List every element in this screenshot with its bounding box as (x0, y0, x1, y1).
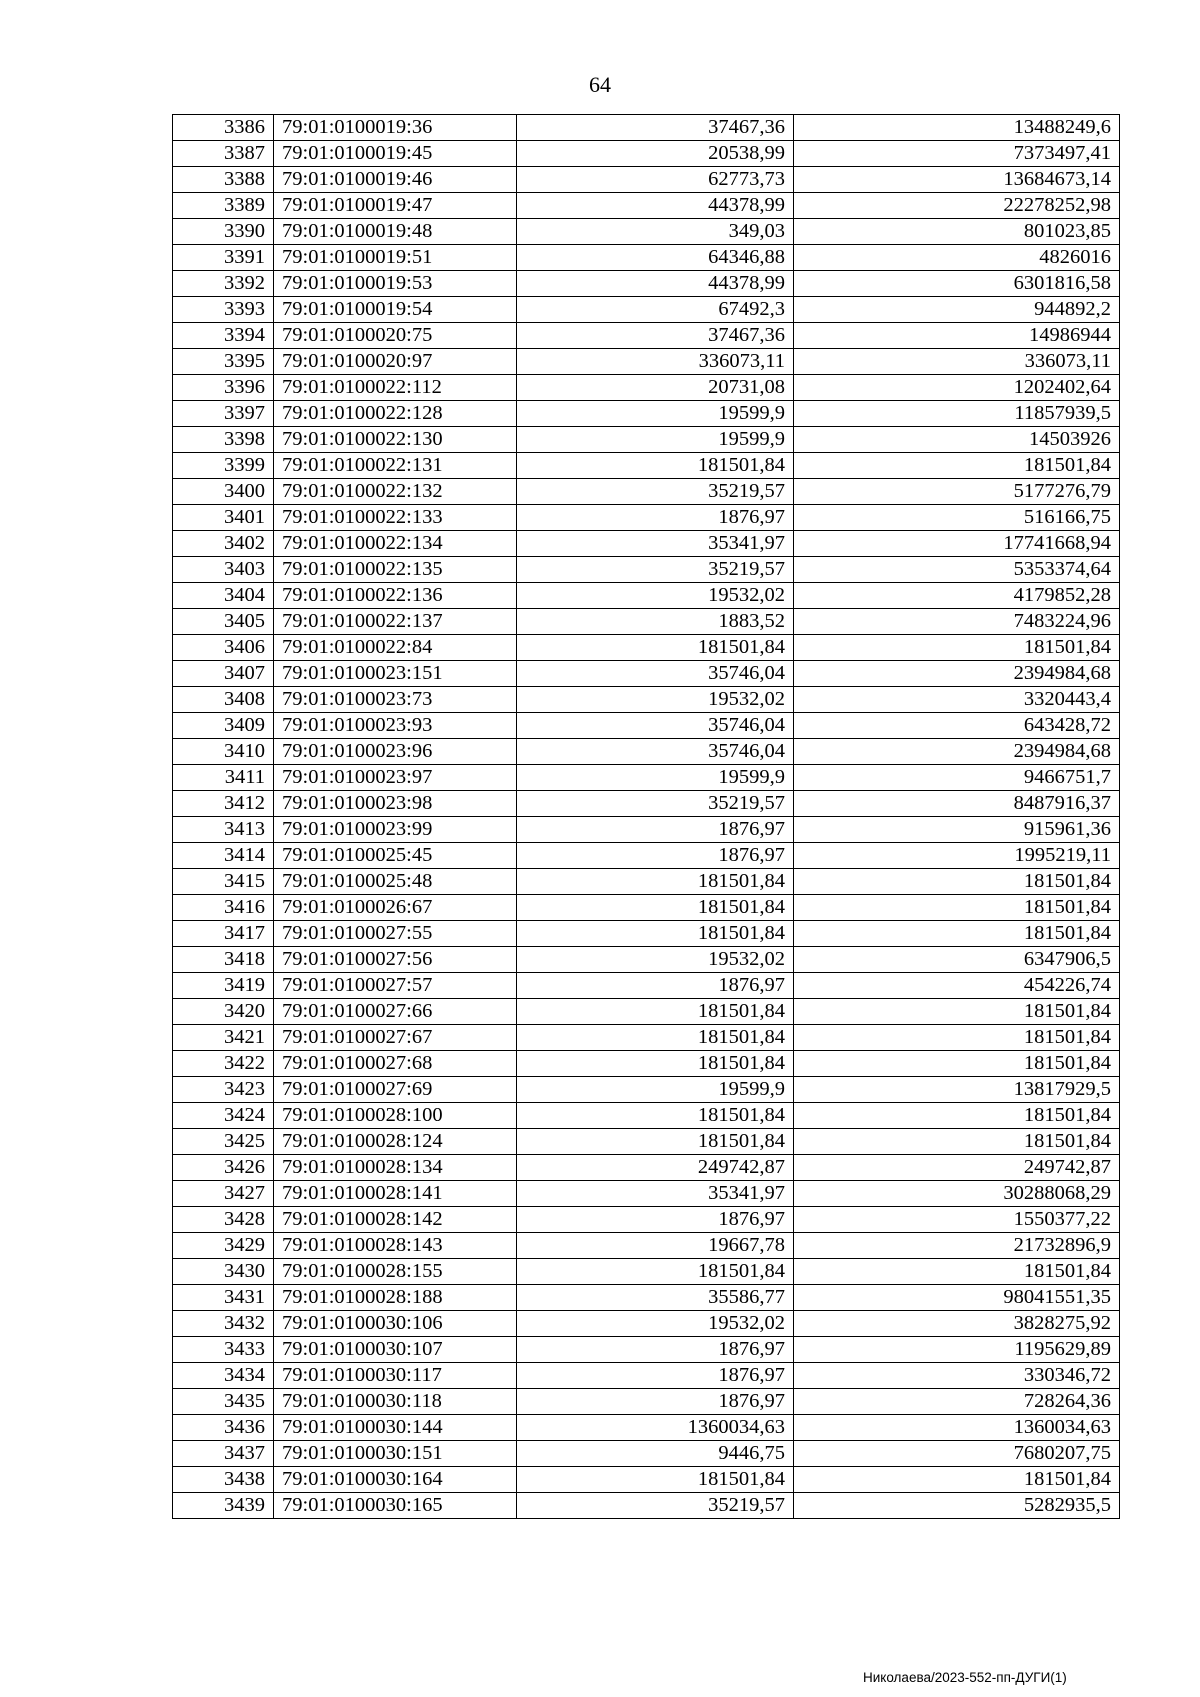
cadastral-number-cell: 79:01:0100030:118 (274, 1389, 517, 1415)
cadastral-number-cell: 79:01:0100022:131 (274, 453, 517, 479)
value-cell: 1876,97 (517, 1363, 794, 1389)
row-number-cell: 3398 (173, 427, 274, 453)
value-cell: 181501,84 (517, 1467, 794, 1493)
table-row (173, 1051, 1120, 1077)
value-cell: 37467,36 (517, 115, 794, 141)
cadastral-number-cell: 79:01:0100019:46 (274, 167, 517, 193)
cadastral-number-cell: 79:01:0100022:137 (274, 609, 517, 635)
value-cell: 35219,57 (517, 1493, 794, 1519)
row-number-cell: 3408 (173, 687, 274, 713)
total-value-cell: 1995219,11 (794, 843, 1120, 869)
value-cell: 19532,02 (517, 947, 794, 973)
value-cell: 181501,84 (517, 1025, 794, 1051)
row-number-cell: 3438 (173, 1467, 274, 1493)
table-row (173, 1311, 1120, 1337)
total-value-cell: 643428,72 (794, 713, 1120, 739)
total-value-cell: 21732896,9 (794, 1233, 1120, 1259)
page-number: 64 (589, 72, 611, 97)
row-number-cell: 3397 (173, 401, 274, 427)
table-row (173, 479, 1120, 505)
row-number-cell: 3433 (173, 1337, 274, 1363)
table-row (173, 817, 1120, 843)
cadastral-number-cell: 79:01:0100022:128 (274, 401, 517, 427)
row-number-cell: 3435 (173, 1389, 274, 1415)
table-row (173, 843, 1120, 869)
table-row (173, 1285, 1120, 1311)
total-value-cell: 13684673,14 (794, 167, 1120, 193)
value-cell: 181501,84 (517, 869, 794, 895)
row-number-cell: 3396 (173, 375, 274, 401)
row-number-cell: 3431 (173, 1285, 274, 1311)
total-value-cell: 9466751,7 (794, 765, 1120, 791)
total-value-cell: 5282935,5 (794, 1493, 1120, 1519)
row-number-cell: 3429 (173, 1233, 274, 1259)
table-row (173, 193, 1120, 219)
row-number-cell: 3428 (173, 1207, 274, 1233)
table-row (173, 1363, 1120, 1389)
cadastral-number-cell: 79:01:0100030:144 (274, 1415, 517, 1441)
row-number-cell: 3410 (173, 739, 274, 765)
value-cell: 181501,84 (517, 1129, 794, 1155)
total-value-cell: 801023,85 (794, 219, 1120, 245)
table-row (173, 427, 1120, 453)
total-value-cell: 22278252,98 (794, 193, 1120, 219)
value-cell: 64346,88 (517, 245, 794, 271)
row-number-cell: 3434 (173, 1363, 274, 1389)
value-cell: 19599,9 (517, 765, 794, 791)
value-cell: 35586,77 (517, 1285, 794, 1311)
table-row (173, 791, 1120, 817)
value-cell: 181501,84 (517, 999, 794, 1025)
row-number-cell: 3401 (173, 505, 274, 531)
cadastral-number-cell: 79:01:0100019:54 (274, 297, 517, 323)
table-row (173, 245, 1120, 271)
table-row (173, 141, 1120, 167)
table-row (173, 687, 1120, 713)
cadastral-number-cell: 79:01:0100023:151 (274, 661, 517, 687)
table-row (173, 1155, 1120, 1181)
table-row (173, 375, 1120, 401)
value-cell: 336073,11 (517, 349, 794, 375)
cadastral-number-cell: 79:01:0100026:67 (274, 895, 517, 921)
total-value-cell: 30288068,29 (794, 1181, 1120, 1207)
value-cell: 1876,97 (517, 973, 794, 999)
value-cell: 62773,73 (517, 167, 794, 193)
value-cell: 19599,9 (517, 401, 794, 427)
table-row (173, 115, 1120, 141)
table-row (173, 453, 1120, 479)
total-value-cell: 13488249,6 (794, 115, 1120, 141)
cadastral-number-cell: 79:01:0100028:134 (274, 1155, 517, 1181)
table-row (173, 1259, 1120, 1285)
total-value-cell: 249742,87 (794, 1155, 1120, 1181)
total-value-cell: 181501,84 (794, 999, 1120, 1025)
row-number-cell: 3439 (173, 1493, 274, 1519)
row-number-cell: 3413 (173, 817, 274, 843)
cadastral-number-cell: 79:01:0100022:132 (274, 479, 517, 505)
total-value-cell: 181501,84 (794, 1051, 1120, 1077)
value-cell: 19667,78 (517, 1233, 794, 1259)
table-row (173, 947, 1120, 973)
row-number-cell: 3390 (173, 219, 274, 245)
row-number-cell: 3412 (173, 791, 274, 817)
value-cell: 181501,84 (517, 1051, 794, 1077)
table-row (173, 869, 1120, 895)
total-value-cell: 181501,84 (794, 1025, 1120, 1051)
value-cell: 44378,99 (517, 193, 794, 219)
total-value-cell: 4826016 (794, 245, 1120, 271)
cadastral-number-cell: 79:01:0100019:53 (274, 271, 517, 297)
total-value-cell: 7483224,96 (794, 609, 1120, 635)
row-number-cell: 3407 (173, 661, 274, 687)
cadastral-number-cell: 79:01:0100028:100 (274, 1103, 517, 1129)
table-row (173, 1493, 1120, 1519)
cadastral-number-cell: 79:01:0100019:48 (274, 219, 517, 245)
row-number-cell: 3419 (173, 973, 274, 999)
cadastral-number-cell: 79:01:0100022:130 (274, 427, 517, 453)
value-cell: 181501,84 (517, 453, 794, 479)
table-row (173, 609, 1120, 635)
table-row (173, 219, 1120, 245)
table-row (173, 1129, 1120, 1155)
table-row (173, 505, 1120, 531)
value-cell: 249742,87 (517, 1155, 794, 1181)
total-value-cell: 14503926 (794, 427, 1120, 453)
table-row (173, 557, 1120, 583)
row-number-cell: 3394 (173, 323, 274, 349)
value-cell: 1876,97 (517, 1337, 794, 1363)
cadastral-number-cell: 79:01:0100023:96 (274, 739, 517, 765)
cadastral-number-cell: 79:01:0100030:165 (274, 1493, 517, 1519)
total-value-cell: 6347906,5 (794, 947, 1120, 973)
value-cell: 35746,04 (517, 713, 794, 739)
row-number-cell: 3418 (173, 947, 274, 973)
value-cell: 35341,97 (517, 1181, 794, 1207)
table-row (173, 349, 1120, 375)
row-number-cell: 3406 (173, 635, 274, 661)
cadastral-table (172, 114, 1120, 1519)
row-number-cell: 3391 (173, 245, 274, 271)
cadastral-number-cell: 79:01:0100028:188 (274, 1285, 517, 1311)
cadastral-number-cell: 79:01:0100022:135 (274, 557, 517, 583)
table-body (173, 115, 1120, 1519)
row-number-cell: 3389 (173, 193, 274, 219)
cadastral-number-cell: 79:01:0100023:93 (274, 713, 517, 739)
total-value-cell: 336073,11 (794, 349, 1120, 375)
value-cell: 35219,57 (517, 791, 794, 817)
cadastral-number-cell: 79:01:0100022:134 (274, 531, 517, 557)
table-row (173, 323, 1120, 349)
cadastral-number-cell: 79:01:0100023:73 (274, 687, 517, 713)
cadastral-number-cell: 79:01:0100019:51 (274, 245, 517, 271)
table-row (173, 921, 1120, 947)
cadastral-number-cell: 79:01:0100023:99 (274, 817, 517, 843)
table-row (173, 1103, 1120, 1129)
table-row (173, 1467, 1120, 1493)
total-value-cell: 181501,84 (794, 1467, 1120, 1493)
cadastral-number-cell: 79:01:0100023:97 (274, 765, 517, 791)
row-number-cell: 3386 (173, 115, 274, 141)
cadastral-number-cell: 79:01:0100022:84 (274, 635, 517, 661)
cadastral-number-cell: 79:01:0100028:155 (274, 1259, 517, 1285)
value-cell: 20538,99 (517, 141, 794, 167)
value-cell: 35746,04 (517, 739, 794, 765)
row-number-cell: 3427 (173, 1181, 274, 1207)
row-number-cell: 3399 (173, 453, 274, 479)
table-row (173, 999, 1120, 1025)
row-number-cell: 3392 (173, 271, 274, 297)
table-row (173, 531, 1120, 557)
table-row (173, 1441, 1120, 1467)
table-row (173, 1415, 1120, 1441)
total-value-cell: 181501,84 (794, 1259, 1120, 1285)
row-number-cell: 3393 (173, 297, 274, 323)
cadastral-number-cell: 79:01:0100027:68 (274, 1051, 517, 1077)
total-value-cell: 7373497,41 (794, 141, 1120, 167)
total-value-cell: 944892,2 (794, 297, 1120, 323)
total-value-cell: 5177276,79 (794, 479, 1120, 505)
row-number-cell: 3405 (173, 609, 274, 635)
value-cell: 19599,9 (517, 427, 794, 453)
table-row (173, 765, 1120, 791)
row-number-cell: 3424 (173, 1103, 274, 1129)
total-value-cell: 17741668,94 (794, 531, 1120, 557)
cadastral-number-cell: 79:01:0100022:112 (274, 375, 517, 401)
total-value-cell: 1550377,22 (794, 1207, 1120, 1233)
value-cell: 19532,02 (517, 687, 794, 713)
cadastral-number-cell: 79:01:0100030:151 (274, 1441, 517, 1467)
row-number-cell: 3400 (173, 479, 274, 505)
total-value-cell: 8487916,37 (794, 791, 1120, 817)
value-cell: 9446,75 (517, 1441, 794, 1467)
row-number-cell: 3387 (173, 141, 274, 167)
cadastral-number-cell: 79:01:0100019:45 (274, 141, 517, 167)
cadastral-number-cell: 79:01:0100020:97 (274, 349, 517, 375)
table-row (173, 635, 1120, 661)
total-value-cell: 330346,72 (794, 1363, 1120, 1389)
value-cell: 181501,84 (517, 1103, 794, 1129)
total-value-cell: 11857939,5 (794, 401, 1120, 427)
cadastral-number-cell: 79:01:0100030:164 (274, 1467, 517, 1493)
value-cell: 181501,84 (517, 895, 794, 921)
table-row (173, 1233, 1120, 1259)
cadastral-number-cell: 79:01:0100030:117 (274, 1363, 517, 1389)
total-value-cell: 13817929,5 (794, 1077, 1120, 1103)
total-value-cell: 4179852,28 (794, 583, 1120, 609)
value-cell: 37467,36 (517, 323, 794, 349)
total-value-cell: 14986944 (794, 323, 1120, 349)
total-value-cell: 2394984,68 (794, 661, 1120, 687)
value-cell: 1876,97 (517, 1207, 794, 1233)
cadastral-number-cell: 79:01:0100022:136 (274, 583, 517, 609)
table-row (173, 1389, 1120, 1415)
table-row (173, 401, 1120, 427)
total-value-cell: 181501,84 (794, 1129, 1120, 1155)
total-value-cell: 181501,84 (794, 1103, 1120, 1129)
value-cell: 44378,99 (517, 271, 794, 297)
cadastral-number-cell: 79:01:0100027:55 (274, 921, 517, 947)
total-value-cell: 7680207,75 (794, 1441, 1120, 1467)
total-value-cell: 454226,74 (794, 973, 1120, 999)
table-row (173, 713, 1120, 739)
value-cell: 19532,02 (517, 583, 794, 609)
value-cell: 1876,97 (517, 817, 794, 843)
row-number-cell: 3437 (173, 1441, 274, 1467)
row-number-cell: 3414 (173, 843, 274, 869)
row-number-cell: 3432 (173, 1311, 274, 1337)
value-cell: 181501,84 (517, 635, 794, 661)
cadastral-number-cell: 79:01:0100027:69 (274, 1077, 517, 1103)
table-row (173, 583, 1120, 609)
cadastral-number-cell: 79:01:0100027:66 (274, 999, 517, 1025)
value-cell: 35341,97 (517, 531, 794, 557)
value-cell: 20731,08 (517, 375, 794, 401)
table-row (173, 1025, 1120, 1051)
total-value-cell: 5353374,64 (794, 557, 1120, 583)
table-row (173, 1181, 1120, 1207)
cadastral-number-cell: 79:01:0100025:45 (274, 843, 517, 869)
row-number-cell: 3411 (173, 765, 274, 791)
cadastral-number-cell: 79:01:0100019:36 (274, 115, 517, 141)
table-row (173, 973, 1120, 999)
row-number-cell: 3420 (173, 999, 274, 1025)
value-cell: 19532,02 (517, 1311, 794, 1337)
row-number-cell: 3421 (173, 1025, 274, 1051)
cadastral-number-cell: 79:01:0100028:124 (274, 1129, 517, 1155)
cadastral-number-cell: 79:01:0100030:106 (274, 1311, 517, 1337)
cadastral-number-cell: 79:01:0100028:142 (274, 1207, 517, 1233)
row-number-cell: 3395 (173, 349, 274, 375)
total-value-cell: 728264,36 (794, 1389, 1120, 1415)
total-value-cell: 6301816,58 (794, 271, 1120, 297)
cadastral-number-cell: 79:01:0100027:57 (274, 973, 517, 999)
row-number-cell: 3402 (173, 531, 274, 557)
table-row (173, 739, 1120, 765)
cadastral-number-cell: 79:01:0100019:47 (274, 193, 517, 219)
table-row (173, 297, 1120, 323)
total-value-cell: 181501,84 (794, 453, 1120, 479)
total-value-cell: 181501,84 (794, 869, 1120, 895)
total-value-cell: 1202402,64 (794, 375, 1120, 401)
row-number-cell: 3426 (173, 1155, 274, 1181)
table-row (173, 271, 1120, 297)
row-number-cell: 3415 (173, 869, 274, 895)
cadastral-number-cell: 79:01:0100022:133 (274, 505, 517, 531)
footer-document-reference: Николаева/2023-552-пп-ДУГИ(1) (863, 1670, 1067, 1685)
value-cell: 1876,97 (517, 505, 794, 531)
row-number-cell: 3404 (173, 583, 274, 609)
row-number-cell: 3403 (173, 557, 274, 583)
row-number-cell: 3417 (173, 921, 274, 947)
row-number-cell: 3423 (173, 1077, 274, 1103)
row-number-cell: 3425 (173, 1129, 274, 1155)
value-cell: 1876,97 (517, 1389, 794, 1415)
table-row (173, 1337, 1120, 1363)
total-value-cell: 181501,84 (794, 895, 1120, 921)
total-value-cell: 2394984,68 (794, 739, 1120, 765)
cadastral-number-cell: 79:01:0100030:107 (274, 1337, 517, 1363)
total-value-cell: 3320443,4 (794, 687, 1120, 713)
cadastral-number-cell: 79:01:0100023:98 (274, 791, 517, 817)
value-cell: 35219,57 (517, 557, 794, 583)
cadastral-number-cell: 79:01:0100028:141 (274, 1181, 517, 1207)
cadastral-number-cell: 79:01:0100027:56 (274, 947, 517, 973)
row-number-cell: 3436 (173, 1415, 274, 1441)
row-number-cell: 3422 (173, 1051, 274, 1077)
table-row (173, 1207, 1120, 1233)
total-value-cell: 98041551,35 (794, 1285, 1120, 1311)
table-row (173, 895, 1120, 921)
row-number-cell: 3416 (173, 895, 274, 921)
total-value-cell: 181501,84 (794, 635, 1120, 661)
value-cell: 181501,84 (517, 921, 794, 947)
row-number-cell: 3388 (173, 167, 274, 193)
value-cell: 35746,04 (517, 661, 794, 687)
cadastral-number-cell: 79:01:0100020:75 (274, 323, 517, 349)
value-cell: 1876,97 (517, 843, 794, 869)
cadastral-number-cell: 79:01:0100027:67 (274, 1025, 517, 1051)
cadastral-number-cell: 79:01:0100025:48 (274, 869, 517, 895)
value-cell: 349,03 (517, 219, 794, 245)
total-value-cell: 915961,36 (794, 817, 1120, 843)
value-cell: 35219,57 (517, 479, 794, 505)
cadastral-number-cell: 79:01:0100028:143 (274, 1233, 517, 1259)
total-value-cell: 3828275,92 (794, 1311, 1120, 1337)
total-value-cell: 181501,84 (794, 921, 1120, 947)
row-number-cell: 3409 (173, 713, 274, 739)
table-row (173, 167, 1120, 193)
value-cell: 1883,52 (517, 609, 794, 635)
value-cell: 19599,9 (517, 1077, 794, 1103)
total-value-cell: 1360034,63 (794, 1415, 1120, 1441)
row-number-cell: 3430 (173, 1259, 274, 1285)
value-cell: 1360034,63 (517, 1415, 794, 1441)
table-row (173, 661, 1120, 687)
table-row (173, 1077, 1120, 1103)
total-value-cell: 516166,75 (794, 505, 1120, 531)
value-cell: 181501,84 (517, 1259, 794, 1285)
value-cell: 67492,3 (517, 297, 794, 323)
total-value-cell: 1195629,89 (794, 1337, 1120, 1363)
